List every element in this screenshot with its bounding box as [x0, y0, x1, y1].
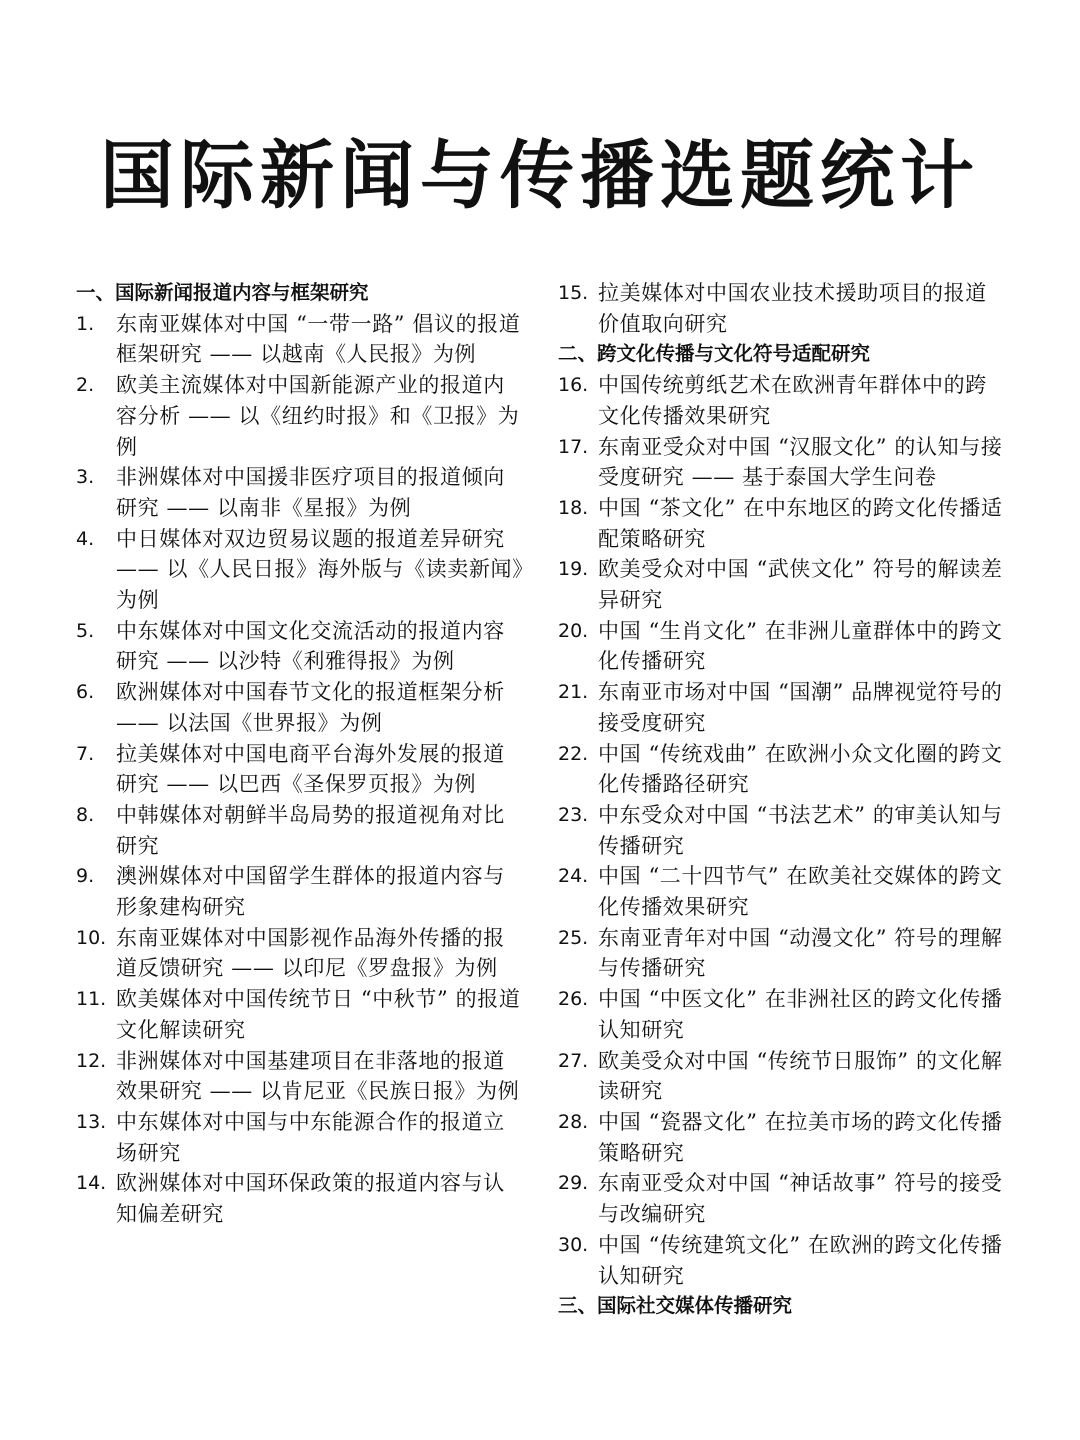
item-text: 非洲媒体对中国援非医疗项目的报道倾向研究 —— 以南非《星报》为例	[116, 465, 505, 520]
list-item	[76, 524, 526, 616]
item-number: 13.	[76, 1110, 107, 1133]
list-item	[558, 861, 1008, 922]
item-text: 东南亚媒体对中国 “一带一路” 倡议的报道框架研究 —— 以越南《人民报》为例	[116, 311, 521, 367]
list-item	[558, 554, 1008, 615]
item-text: 中国 “传统建筑文化” 在欧洲的跨文化传播认知研究	[598, 1232, 1003, 1288]
item-number: 16.	[558, 374, 589, 397]
item-text: 中韩媒体对朝鲜半岛局势的报道视角对比研究	[116, 802, 505, 858]
item-text: 中国 “茶文化” 在中东地区的跨文化传播适配策略研究	[598, 495, 1003, 551]
list-item	[558, 984, 1008, 1045]
list-item	[558, 800, 1008, 861]
list-item	[558, 616, 1008, 677]
list-item	[76, 370, 526, 462]
item-text: 非洲媒体对中国基建项目在非落地的报道效果研究 —— 以肯尼亚《民族日报》为例	[116, 1048, 520, 1104]
item-number: 9.	[76, 865, 95, 888]
item-number: 28.	[558, 1110, 589, 1133]
list-item	[76, 1107, 526, 1168]
item-number: 12.	[76, 1049, 107, 1072]
item-number: 1.	[76, 312, 95, 335]
left-column	[76, 278, 526, 1230]
list-item	[76, 616, 526, 677]
item-number: 7.	[76, 742, 95, 765]
item-number: 14.	[76, 1172, 107, 1195]
item-text: 中东媒体对中国文化交流活动的报道内容研究 —— 以沙特《利雅得报》为例	[116, 618, 505, 674]
item-text: 东南亚青年对中国 “动漫文化” 符号的理解与传播研究	[598, 925, 1003, 981]
list-item	[558, 1046, 1008, 1107]
list-item	[76, 1168, 526, 1229]
item-text: 中国 “瓷器文化” 在拉美市场的跨文化传播策略研究	[598, 1109, 1003, 1165]
item-text: 东南亚媒体对中国影视作品海外传播的报道反馈研究 —— 以印尼《罗盘报》为例	[116, 925, 505, 981]
section-heading: 一、国际新闻报道内容与框架研究	[76, 281, 369, 304]
item-text: 东南亚市场对中国 “国潮” 品牌视觉符号的接受度研究	[598, 680, 1003, 735]
item-text: 中国 “传统戏曲” 在欧洲小众文化圈的跨文化传播路径研究	[598, 741, 1003, 797]
list-item	[76, 1046, 526, 1107]
item-text: 欧美媒体对中国传统节日 “中秋节” 的报道文化解读研究	[116, 987, 521, 1042]
item-text: 澳洲媒体对中国留学生群体的报道内容与形象建构研究	[116, 864, 505, 920]
item-number: 15.	[558, 282, 589, 304]
list-item	[558, 493, 1008, 554]
list-item	[558, 432, 1008, 493]
item-text: 东南亚受众对中国 “神话故事” 符号的接受与改编研究	[598, 1171, 1003, 1227]
right-column	[558, 278, 1008, 1322]
item-number: 27.	[558, 1049, 589, 1072]
item-text: 欧洲媒体对中国环保政策的报道内容与认知偏差研究	[116, 1171, 505, 1227]
item-text: 中国传统剪纸艺术在欧洲青年群体中的跨文化传播效果研究	[598, 373, 987, 428]
section-heading: 三、国际社交媒体传播研究	[558, 1294, 793, 1318]
list-item	[76, 739, 526, 800]
list-item	[558, 923, 1008, 984]
item-text: 中国 “中医文化” 在非洲社区的跨文化传播认知研究	[598, 987, 1003, 1042]
item-number: 5.	[76, 619, 95, 642]
list-item	[76, 677, 526, 738]
list-item	[76, 462, 526, 523]
item-number: 19.	[558, 558, 589, 581]
item-text: 欧美受众对中国 “武侠文化” 符号的解读差异研究	[598, 557, 1003, 613]
list-item	[558, 1230, 1008, 1291]
list-item	[558, 1168, 1008, 1229]
list-item	[76, 309, 526, 370]
list-item	[558, 278, 1008, 339]
item-number: 20.	[558, 619, 589, 642]
item-number: 3.	[76, 466, 95, 489]
item-number: 29.	[558, 1172, 589, 1195]
item-number: 2.	[76, 374, 95, 397]
item-text: 中国 “二十四节气” 在欧美社交媒体的跨文化传播效果研究	[598, 864, 1003, 920]
list-item	[558, 1107, 1008, 1168]
item-number: 6.	[76, 681, 95, 704]
item-number: 18.	[558, 496, 589, 519]
item-number: 24.	[558, 865, 589, 888]
item-text: 欧美受众对中国 “传统节日服饰” 的文化解读研究	[598, 1048, 1003, 1104]
list-item	[76, 800, 526, 861]
item-number: 30.	[558, 1233, 589, 1256]
item-number: 17.	[558, 435, 589, 458]
item-text: 东南亚受众对中国 “汉服文化” 的认知与接受度研究 —— 基于泰国大学生问卷	[598, 434, 1003, 490]
list-item	[558, 677, 1008, 738]
item-text: 拉美媒体对中国农业技术援助项目的报道价值取向研究	[598, 281, 987, 336]
section-heading: 二、跨文化传播与文化符号适配研究	[558, 342, 871, 366]
item-number: 25.	[558, 926, 589, 949]
item-text: 中日媒体对双边贸易议题的报道差异研究 —— 以《人民日报》海外版与《读卖新闻》为例	[116, 526, 524, 613]
item-text: 中国 “生肖文化” 在非洲儿童群体中的跨文化传播研究	[598, 618, 1003, 674]
item-number: 23.	[558, 803, 589, 826]
item-number: 26.	[558, 988, 589, 1011]
item-text: 中东受众对中国 “书法艺术” 的审美认知与传播研究	[598, 802, 1003, 858]
list-item	[76, 861, 526, 922]
list-item	[558, 739, 1008, 800]
item-number: 22.	[558, 742, 589, 765]
item-number: 21.	[558, 681, 589, 704]
list-item	[76, 984, 526, 1045]
item-text: 中东媒体对中国与中东能源合作的报道立场研究	[116, 1109, 505, 1165]
item-number: 8.	[76, 803, 95, 826]
list-item	[558, 370, 1008, 431]
item-text: 拉美媒体对中国电商平台海外发展的报道研究 —— 以巴西《圣保罗页报》为例	[116, 741, 505, 797]
item-text: 欧美主流媒体对中国新能源产业的报道内容分析 —— 以《纽约时报》和《卫报》为例	[116, 373, 520, 459]
item-text: 欧洲媒体对中国春节文化的报道框架分析 —— 以法国《世界报》为例	[116, 680, 505, 735]
item-number: 10.	[76, 926, 107, 949]
item-number: 4.	[76, 527, 95, 550]
page-title: 国际新闻与传播选题统计	[100, 133, 980, 219]
item-number: 11.	[76, 988, 107, 1011]
list-item	[76, 923, 526, 984]
